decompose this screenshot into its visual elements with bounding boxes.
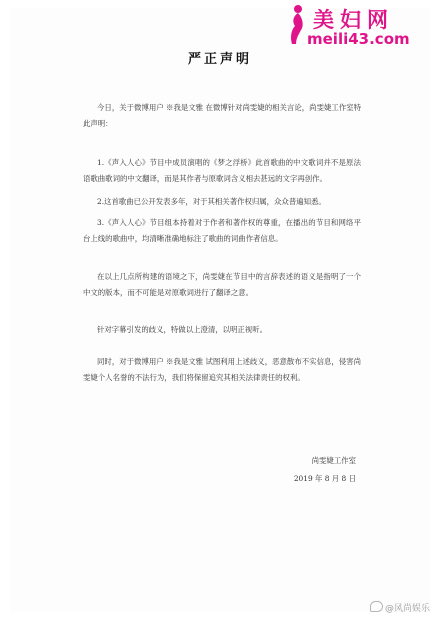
weibo-icon bbox=[370, 601, 383, 612]
credit-text: @风尚娱乐 bbox=[384, 604, 430, 614]
site-watermark-logo bbox=[287, 2, 437, 52]
paragraph-point-1: 1.《声入人心》节目中成员演唱的《梦之浮桥》此首歌曲的中文歌词并不是原法语歌曲歌词的中文翻译，而是其作者与原歌词含义相去甚远的文字再创作。 bbox=[83, 158, 361, 183]
weibo-credit bbox=[370, 601, 430, 614]
watermark-brand-name: 美妇网 bbox=[313, 8, 394, 32]
woman-silhouette-icon bbox=[287, 4, 307, 46]
document-page bbox=[10, 8, 430, 612]
document-date: 2019 年 8 月 8 日 bbox=[293, 474, 356, 483]
paragraph-clarification: 针对字幕引发的歧义，特做以上澄清，以明正视听。 bbox=[97, 325, 267, 334]
watermark-brand-url: meili43.com bbox=[307, 30, 410, 48]
paragraph-intro: 今日，关于微博用户 ※我是文雅 在微博针对尚雯婕的相关言论，尚雯婕工作室特此声明： bbox=[83, 103, 361, 128]
signature: 尚雯婕工作室 bbox=[311, 456, 356, 465]
paragraph-legal: 同时，对于微博用户 ※我是文雅 试图利用上述歧义，恶意散布不实信息，侵害尚雯婕个人名誉的不法行为，我们将保留追究其相关法律责任的权利。 bbox=[83, 357, 361, 382]
paragraph-point-3: 3.《声入人心》节目组本持着对于作者和著作权的尊重，在播出的节目和网络平台上线的歌曲中，均清晰准确地标注了歌曲的词曲作者信息。 bbox=[83, 218, 361, 243]
document-title: 严正声明 bbox=[187, 52, 252, 67]
paragraph-context: 在以上几点所构建的语境之下，尚雯婕在节目中的言辞表述的语义是指明了一个中文的版本，而不可能是对原歌词进行了翻译之意。 bbox=[83, 272, 361, 297]
paragraph-point-2: 2.这首歌曲已公开发表多年，对于其相关著作权归属，众众普遍知悉。 bbox=[97, 197, 326, 206]
